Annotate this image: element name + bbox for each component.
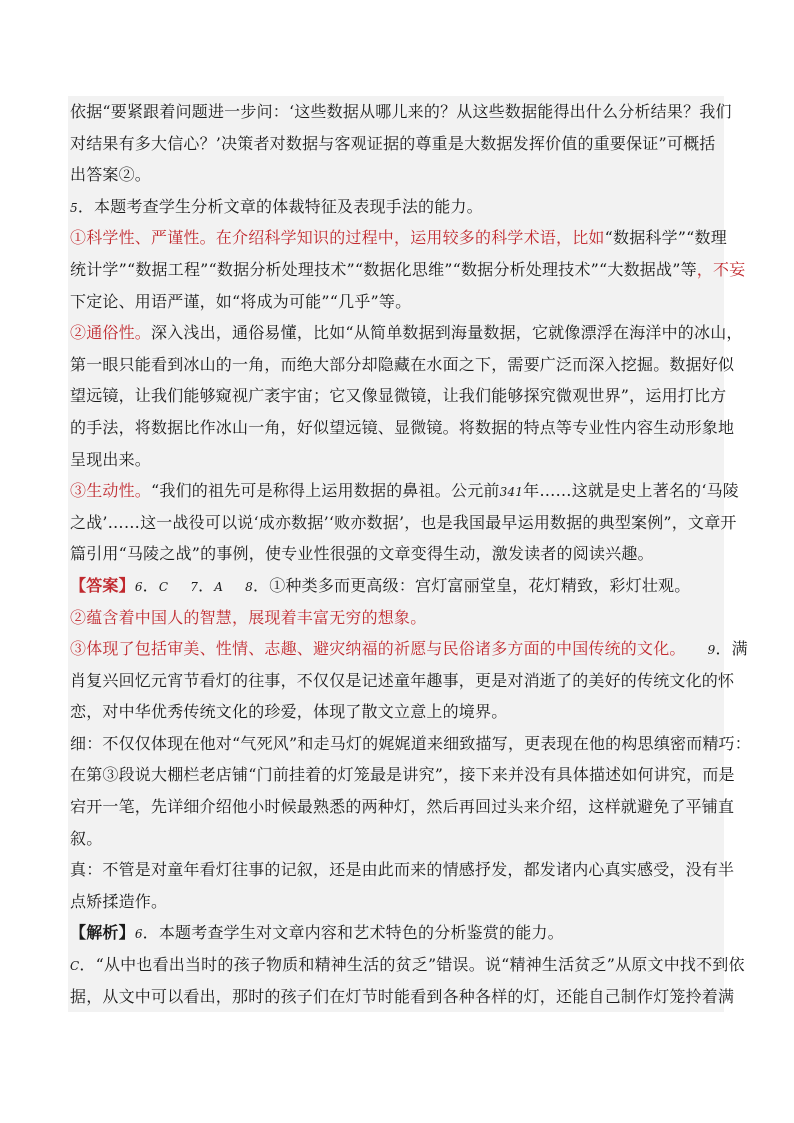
text-segment: 8	[245, 579, 254, 594]
text-line	[68, 602, 724, 634]
text-segment: 望远镜，让我们能够窥视广袤宇宙；它又像显微镜，让我们能够探究微观世界”，运用打比方	[70, 386, 727, 406]
text-segment: 9	[707, 643, 716, 658]
text-segment: 6	[134, 579, 143, 594]
text-line	[68, 728, 751, 760]
text-line	[68, 949, 745, 981]
text-line	[68, 380, 727, 412]
text-segment: 据，从文中可以看出，那时的孩子们在灯节时能看到各种各样的灯，还能自己制作灯笼拎着满	[70, 986, 735, 1006]
text-segment: 叙。	[70, 828, 103, 848]
text-line	[68, 349, 735, 381]
text-segment: ，不妄	[696, 259, 746, 279]
text-line	[68, 191, 724, 223]
text-line	[68, 791, 735, 823]
text-line	[68, 96, 732, 128]
text-segment: ．	[198, 575, 215, 595]
text-line	[68, 665, 735, 697]
text-segment: 肖复兴回忆元宵节看灯的往事，不仅仅是记述童年趣事，更是对消逝了的美好的传统文化的怀	[70, 670, 735, 690]
text-segment: 深入浅出，通俗易懂，比如“从简单数据到海量数据，它就像漂浮在海洋中的冰山，	[151, 323, 743, 343]
text-segment: 下定论、用语严谨，如“将成为可能”“几乎”等。	[70, 291, 412, 311]
text-line	[68, 254, 746, 286]
text-segment: 对结果有多大信心？’决策者对数据与客观证据的尊重是大数据发挥价值的重要保证”可概括	[70, 133, 716, 153]
text-segment: C	[70, 959, 80, 974]
text-segment: ．满	[715, 639, 748, 659]
text-line	[68, 538, 724, 570]
text-segment: 呈现出来。	[70, 449, 152, 469]
text-segment: ．本题考查学生分析文章的体裁特征及表现手法的能力。	[77, 196, 483, 216]
text-segment: 7	[190, 579, 199, 594]
text-segment: 宕开一笔，先详细介绍他小时候最熟悉的两种灯，然后再回过头来介绍，这样就避免了平铺直	[70, 797, 735, 817]
text-segment: ②蕴含着中国人的智慧，展现着丰富无穷的想象。	[70, 607, 427, 627]
text-segment: ．本题考查学生对文章内容和艺术特色的分析鉴赏的能力。	[142, 923, 564, 943]
text-segment: 在第③段说大棚栏老店铺“门前挂着的灯笼最是讲究”，接下来并没有具体描述如何讲究，而是	[70, 765, 735, 785]
text-segment: ．	[142, 575, 159, 595]
text-segment: A	[214, 579, 224, 594]
text-segment: 之战’……这一战役可以说‘成亦数据’‘败亦数据’，也是我国最早运用数据的典型案例”，文章开	[70, 512, 737, 532]
section-tag: 【答案】	[70, 575, 135, 595]
text-segment: “数据科学”“数理	[604, 228, 727, 248]
text-segment: 依据“要紧跟着问题进一步问：‘这些数据从哪儿来的？从这些数据能得出什么分析结果？我们	[70, 102, 732, 121]
text-segment: ②通俗性。	[70, 323, 152, 343]
text-segment: ③生动性。	[70, 481, 152, 501]
text-segment: 点矫揉造作。	[70, 891, 168, 911]
text-line	[68, 475, 740, 507]
text-segment: C	[158, 579, 169, 594]
text-line	[68, 128, 724, 160]
text-segment: 统计学”“数据工程”“数据分析处理技术”“数据化思维”“数据分析处理技术”“大数据战”等	[70, 259, 697, 279]
text-line	[68, 633, 748, 665]
text-line	[68, 981, 735, 1013]
text-line	[68, 222, 727, 254]
text-segment: 真：不管是对童年看灯往事的记叙，还是由此而来的情感抒发，都发诸内心真实感受，没有半	[70, 860, 735, 880]
text-segment: 第一眼只能看到冰山的一角，而绝大部分却隐藏在水面之下，需要广泛而深入挖掘。数据好似	[70, 354, 735, 374]
text-segment: 341	[499, 485, 524, 500]
text-line	[68, 570, 724, 602]
text-segment: 出答案②。	[70, 165, 152, 185]
answer-text-block	[68, 96, 751, 1012]
text-segment: ．“从中也看出当时的孩子物质和精神生活的贫乏”错误。说“精神生活贫乏”从原文中找不到依	[79, 955, 745, 975]
text-segment: 6	[134, 927, 143, 942]
text-segment: 篇引用“马陵之战”的事例，使专业性很强的文章变得生动，激发读者的阅读兴趣。	[70, 544, 654, 564]
text-line	[68, 696, 724, 728]
text-line	[68, 159, 724, 191]
text-segment: ①科学性、严谨性。在介绍科学知识的过程中，运用较多的科学术语，比如	[70, 228, 605, 248]
text-line	[68, 886, 724, 918]
text-line	[68, 854, 735, 886]
text-line	[68, 317, 743, 349]
text-line	[68, 917, 724, 949]
text-line	[68, 286, 724, 318]
text-segment: 5	[70, 200, 78, 215]
text-line	[68, 444, 724, 476]
text-segment: 年……这就是史上著名的‘马陵	[523, 481, 740, 501]
text-line	[68, 759, 735, 791]
text-segment: “我们的祖先可是称得上运用数据的鼻祖。公元前	[151, 481, 500, 501]
text-segment: 恋，对中华优秀传统文化的珍爱，体现了散文立意上的境界。	[70, 702, 508, 722]
text-segment: ．①种类多而更高级：宫灯富丽堂皇，花灯精致，彩灯壮观。	[253, 575, 691, 595]
text-line	[68, 507, 737, 539]
text-line	[68, 823, 724, 855]
text-segment: ③体现了包括审美、性情、志趣、避灾纳福的祈愿与民俗诸多方面的中国传统的文化。	[70, 639, 686, 659]
text-segment: 细：不仅仅体现在他对“气死风”和走马灯的娓娓道来细致描写，更表现在他的构思缜密而精巧：	[70, 733, 751, 753]
section-tag: 【解析】	[70, 923, 135, 943]
text-segment: 的手法，将数据比作冰山一角，好似望远镜、显微镜。将数据的特点等专业性内容生动形象地	[70, 417, 735, 437]
text-line	[68, 412, 735, 444]
